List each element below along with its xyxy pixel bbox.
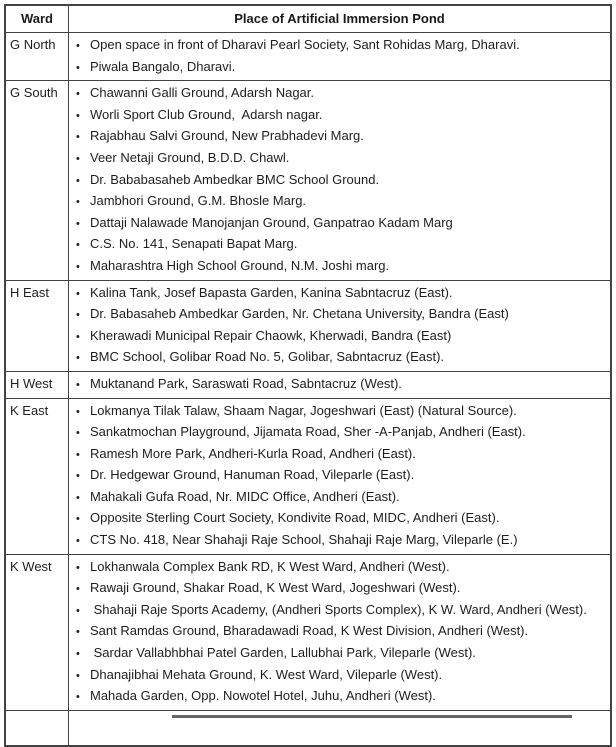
cutoff-text-fragment xyxy=(172,715,572,718)
bullet-icon: • xyxy=(76,405,80,418)
place-text: Jambhori Ground, G.M. Bhosle Marg. xyxy=(90,193,307,209)
place-column-header: Place of Artificial Immersion Pond xyxy=(69,5,612,33)
place-text: Lokmanya Tilak Talaw, Shaam Nagar, Jogeshwari (East) (Natural Source). xyxy=(90,402,517,418)
place-item xyxy=(69,148,606,170)
place-text: Opposite Sterling Court Society, Kondivite Road, MIDC, Andheri (East). xyxy=(90,510,500,526)
places-cell xyxy=(69,33,612,81)
place-text: Dhanajibhai Mehata Ground, K. West Ward, Vileparle (West). xyxy=(90,666,443,682)
place-text: Dattaji Nalawade Manojanjan Ground, Ganpatrao Kadam Marg xyxy=(90,214,453,230)
place-text: Rajabhau Salvi Ground, New Prabhadevi Marg. xyxy=(90,128,364,144)
header-row xyxy=(5,5,611,33)
place-item xyxy=(69,557,606,579)
places-cell xyxy=(69,280,612,371)
cutoff-ward-cell xyxy=(5,710,69,746)
place-item xyxy=(69,508,606,530)
place-text: Veer Netaji Ground, B.D.D. Chawl. xyxy=(90,149,290,165)
place-item xyxy=(69,401,606,423)
ward-row xyxy=(5,554,611,710)
place-text: Rawaji Ground, Shakar Road, K West Ward, Jogeshwari (West). xyxy=(90,580,461,596)
place-item xyxy=(69,57,606,79)
place-item xyxy=(69,621,606,643)
bullet-icon: • xyxy=(76,152,80,165)
place-item xyxy=(69,35,606,57)
place-item xyxy=(69,283,606,305)
bullet-icon: • xyxy=(76,491,80,504)
ward-name: K East xyxy=(5,398,69,554)
place-text: CTS No. 418, Near Shahaji Raje School, Shahaji Raje Marg, Vileparle (E.) xyxy=(90,532,518,548)
place-text: Piwala Bangalo, Dharavi. xyxy=(90,58,236,74)
ward-row xyxy=(5,371,611,398)
bullet-icon: • xyxy=(76,309,80,322)
bullet-icon: • xyxy=(76,470,80,483)
place-item xyxy=(69,83,606,105)
table-header xyxy=(5,5,611,33)
place-item xyxy=(69,304,606,326)
place-text: Shahaji Raje Sports Academy, (Andheri Sports Complex), K W. Ward, Andheri (West). xyxy=(90,601,587,617)
cutoff-places-cell xyxy=(69,710,612,746)
place-text: Mahakali Gufa Road, Nr. MIDC Office, Andheri (East). xyxy=(90,488,400,504)
ward-name: H East xyxy=(5,280,69,371)
place-text: Dr. Hedgewar Ground, Hanuman Road, Vileparle (East). xyxy=(90,467,415,483)
place-item xyxy=(69,213,606,235)
place-item xyxy=(69,686,606,708)
bullet-icon: • xyxy=(76,196,80,209)
bullet-icon: • xyxy=(76,535,80,548)
place-text: BMC School, Golibar Road No. 5, Golibar, Sabntacruz (East). xyxy=(90,349,445,365)
bullet-icon: • xyxy=(76,61,80,74)
bullet-icon: • xyxy=(76,378,80,391)
bullet-icon: • xyxy=(76,239,80,252)
places-cell xyxy=(69,81,612,280)
places-cell xyxy=(69,554,612,710)
bullet-icon: • xyxy=(76,260,80,273)
place-text: Dr. Babasaheb Ambedkar Garden, Nr. Chetana University, Bandra (East) xyxy=(90,306,509,322)
place-item xyxy=(69,487,606,509)
place-item xyxy=(69,191,606,213)
bullet-icon: • xyxy=(76,691,80,704)
place-text: C.S. No. 141, Senapati Bapat Marg. xyxy=(90,236,298,252)
place-item xyxy=(69,422,606,444)
place-item xyxy=(69,643,606,665)
bullet-icon: • xyxy=(76,448,80,461)
immersion-pond-table-wrap xyxy=(4,4,612,747)
place-item xyxy=(69,374,606,396)
place-text: Mahada Garden, Opp. Nowotel Hotel, Juhu, Andheri (West). xyxy=(90,688,436,704)
bullet-icon: • xyxy=(76,131,80,144)
bullet-icon: • xyxy=(76,40,80,52)
place-text: Kalina Tank, Josef Bapasta Garden, Kanina Sabntacruz (East). xyxy=(90,284,453,300)
place-text: Chawanni Galli Ground, Adarsh Nagar. xyxy=(90,85,315,101)
ward-row xyxy=(5,398,611,554)
place-text: Sant Ramdas Ground, Bharadawadi Road, K West Division, Andheri (West). xyxy=(90,623,529,639)
place-item xyxy=(69,234,606,256)
place-text: Dr. Bababasaheb Ambedkar BMC School Ground. xyxy=(90,171,380,187)
place-text: Open space in front of Dharavi Pearl Society, Sant Rohidas Marg, Dharavi. xyxy=(90,37,520,52)
bullet-icon: • xyxy=(76,626,80,639)
bullet-icon: • xyxy=(76,88,80,101)
ward-name: G North xyxy=(5,33,69,81)
ward-name: G South xyxy=(5,81,69,280)
ward-column-header: Ward xyxy=(5,5,69,33)
bullet-icon: • xyxy=(76,648,80,661)
bullet-icon: • xyxy=(76,352,80,365)
place-item xyxy=(69,170,606,192)
bullet-icon: • xyxy=(76,217,80,230)
bullet-icon: • xyxy=(76,330,80,343)
immersion-pond-table xyxy=(4,4,612,747)
bullet-icon: • xyxy=(76,287,80,300)
ward-row xyxy=(5,33,611,81)
place-text: Sardar Vallabhbhai Patel Garden, Lallubhai Park, Vileparle (West). xyxy=(90,645,476,661)
place-item xyxy=(69,465,606,487)
bullet-icon: • xyxy=(76,561,80,574)
ward-row xyxy=(5,280,611,371)
place-text: Maharashtra High School Ground, N.M. Joshi marg. xyxy=(90,257,390,273)
bullet-icon: • xyxy=(76,109,80,122)
place-item xyxy=(69,126,606,148)
ward-name: H West xyxy=(5,371,69,398)
place-item xyxy=(69,578,606,600)
bullet-icon: • xyxy=(76,669,80,682)
bullet-icon: • xyxy=(76,583,80,596)
place-item xyxy=(69,256,606,278)
place-text: Sankatmochan Playground, Jijamata Road, Sher -A-Panjab, Andheri (East). xyxy=(90,424,526,440)
place-item xyxy=(69,105,606,127)
place-text: Muktanand Park, Saraswati Road, Sabntacruz (West). xyxy=(90,375,402,391)
ward-row xyxy=(5,81,611,280)
place-item xyxy=(69,326,606,348)
place-text: Kherawadi Municipal Repair Chaowk, Kherwadi, Bandra (East) xyxy=(90,327,452,343)
place-text: Worli Sport Club Ground, Adarsh nagar. xyxy=(90,106,323,122)
bullet-icon: • xyxy=(76,427,80,440)
bullet-icon: • xyxy=(76,174,80,187)
bullet-icon: • xyxy=(76,604,80,617)
bullet-icon: • xyxy=(76,513,80,526)
cutoff-row xyxy=(5,710,611,746)
place-item xyxy=(69,600,606,622)
places-cell xyxy=(69,371,612,398)
ward-name: K West xyxy=(5,554,69,710)
place-text: Lokhanwala Complex Bank RD, K West Ward, Andheri (West). xyxy=(90,558,450,574)
place-item xyxy=(69,530,606,552)
place-text: Ramesh More Park, Andheri-Kurla Road, Andheri (East). xyxy=(90,445,416,461)
places-cell xyxy=(69,398,612,554)
table-body xyxy=(5,33,611,746)
place-item xyxy=(69,444,606,466)
place-item xyxy=(69,347,606,369)
